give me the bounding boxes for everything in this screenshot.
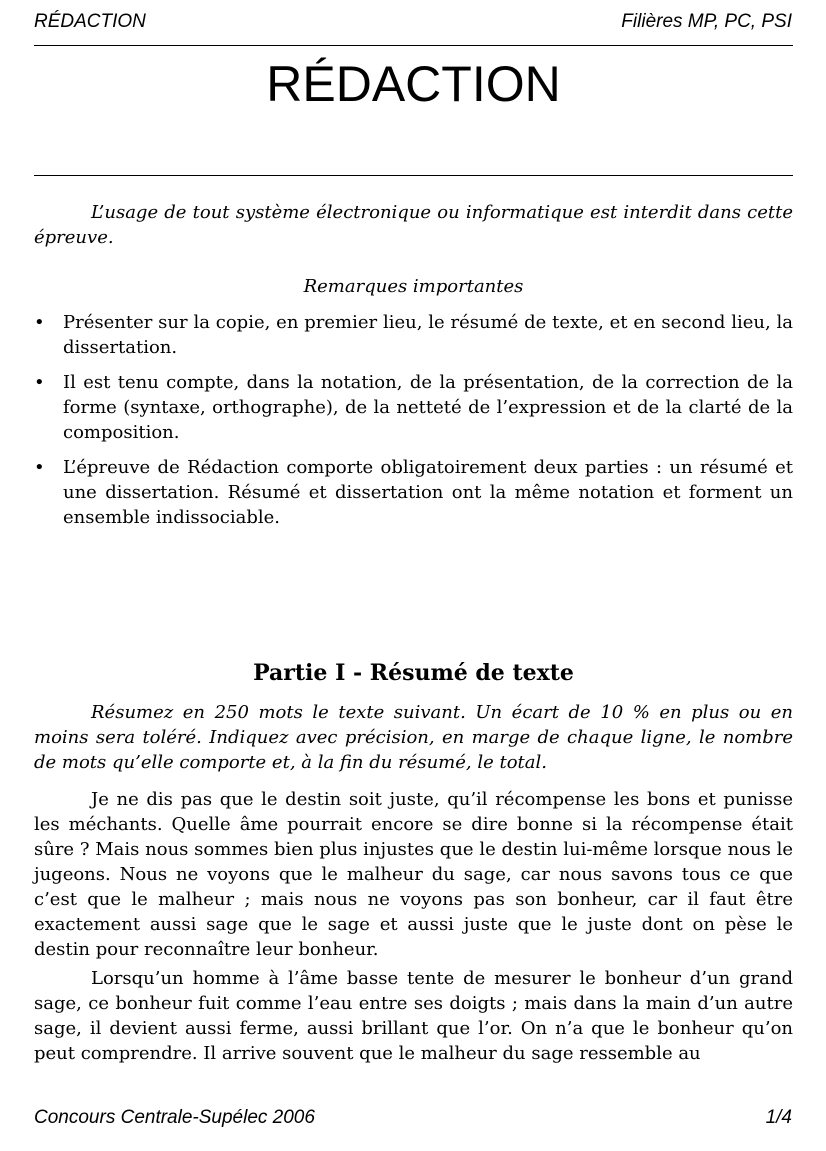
bullet-icon: • bbox=[34, 372, 45, 393]
text-paragraph: Je ne dis pas que le destin soit juste, qu’il récompense les bons et punisse les méchants. Quelle âme pourrait encore se dire bonne si la récompense était sûre ? Mais nous sommes bien plus injustes que le destin lui-même lorsque nous le jugeons. Nous ne voyons que le malheur du sage, car nous savons tous ce que c’est que le malheur ; mais nous ne voyons pas son bonheur, car il faut être exactement aussi sage que le sage et aussi juste que le juste dont on pèse le destin pour reconnaître leur bonheur. bbox=[34, 789, 793, 960]
title-divider bbox=[34, 175, 793, 176]
text-paragraph: Lorsqu’un homme à l’âme basse tente de mesurer le bonheur d’un grand sage, ce bonheur fuit comme l’eau entre ses doigts ; mais dans la main d’un autre sage, il devient aussi ferme, aussi brillant que l’or. On n’a que le bonheur qu’on peut comprendre. Il arrive souvent que le malheur du sage ressemble au bbox=[34, 968, 793, 1064]
remark-item bbox=[34, 455, 793, 530]
part1-heading: Partie I - Résumé de texte bbox=[253, 660, 574, 686]
electronics-notice: L’usage de tout système électronique ou informatique est interdit dans cette épreuve. bbox=[34, 202, 793, 248]
remark-item bbox=[34, 310, 793, 360]
remark-text: Il est tenu compte, dans la notation, de la présentation, de la correction de la forme (syntaxe, orthographe), de la netteté de l’expression et de la clarté de la composition. bbox=[63, 372, 793, 443]
bullet-icon: • bbox=[34, 312, 45, 333]
page-title: RÉDACTION bbox=[266, 56, 561, 112]
remarks-list bbox=[34, 310, 793, 540]
header-streams-label: Filières MP, PC, PSI bbox=[621, 11, 792, 32]
remark-text: Présenter sur la copie, en premier lieu, le résumé de texte, et en second lieu, la dissertation. bbox=[63, 312, 793, 358]
header-section-label: RÉDACTION bbox=[34, 11, 146, 32]
remark-text: L’épreuve de Rédaction comporte obligatoirement deux parties : un résumé et une dissertation. Résumé et dissertation ont la même notation et forment un ensemble indissociable. bbox=[63, 457, 793, 528]
header-divider bbox=[34, 45, 793, 46]
summary-instructions: Résumez en 250 mots le texte suivant. Un écart de 10 % en plus ou en moins sera toléré. Indiquez avec précision, en marge de chaque ligne, le nombre de mots qu’elle comporte et, à la fin du résumé, le total. bbox=[34, 702, 793, 773]
remark-item bbox=[34, 370, 793, 445]
footer-page-number: 1/4 bbox=[765, 1107, 792, 1128]
bullet-icon: • bbox=[34, 457, 45, 478]
footer-exam-name: Concours Centrale-Supélec 2006 bbox=[34, 1107, 315, 1128]
remarks-heading: Remarques importantes bbox=[303, 276, 524, 297]
